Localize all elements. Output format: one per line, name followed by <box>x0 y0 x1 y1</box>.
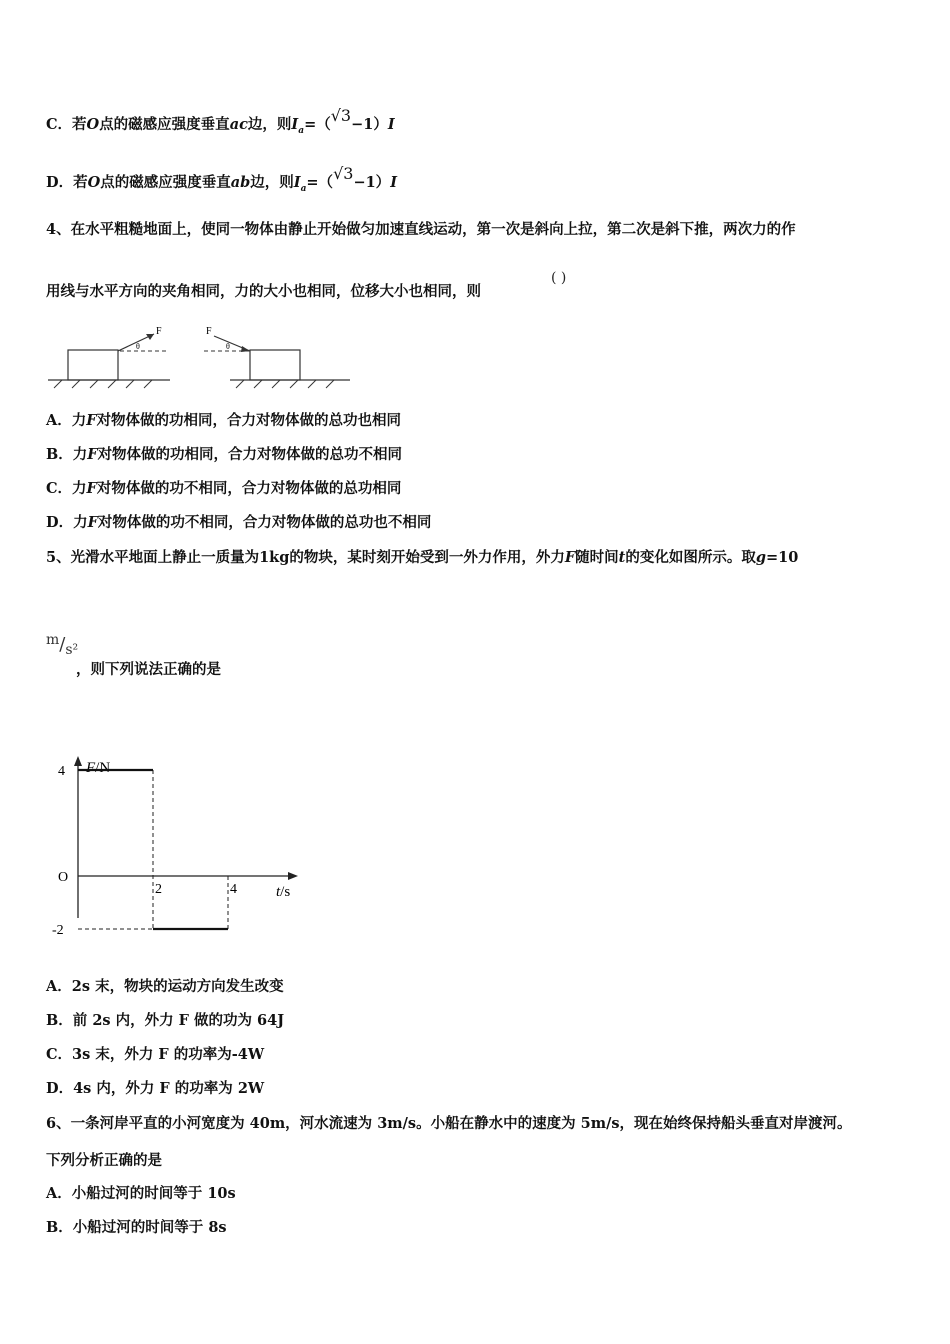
option-text: 对物体做的功不相同，合力对物体做的总功也不相同 <box>97 514 432 531</box>
option-label: D． <box>46 174 74 191</box>
q3-option-c: C．若O点的磁感应强度垂直ac边，则$I_a=(√3-1)I$ <box>46 106 395 136</box>
x-tick-label: 4 <box>230 882 237 897</box>
option-text: 3s 末，外力 F 的功率为-4W <box>72 1046 265 1063</box>
block-left <box>68 350 118 380</box>
option-text: 对物体做的功不相同，合力对物体做的总功相同 <box>96 480 402 497</box>
force-label: F <box>156 326 162 337</box>
q6-stem-line1: 6、一条河岸平直的小河宽度为 40m，河水流速为 3m/s。小船在静水中的速度为 5m/s，现在始终保持船头垂直对岸渡河。 <box>46 1115 852 1132</box>
option-b[interactable]: B．力F对物体做的功相同，合力对物体做的总功不相同 <box>46 446 403 463</box>
q5-stem-line1: 5、光滑水平地面上静止一质量为1kg的物块，某时刻开始受到一外力作用，外力F随时间t的变化如图所示。取g=10 <box>46 549 799 566</box>
option-label: C． <box>46 1046 73 1063</box>
force-label: F <box>206 326 212 337</box>
block-right <box>250 350 300 380</box>
option-d[interactable]: D．力F对物体做的功不相同，合力对物体做的总功也不相同 <box>46 514 432 531</box>
option-text: 前 2s 内，外力 F 做的功为 64J <box>72 1012 285 1029</box>
q4-stem-line2: 用线与水平方向的夹角相同，力的大小也相同，位移大小也相同，则 <box>46 283 481 300</box>
option-text: 小船过河的时间等于 8s <box>72 1219 227 1236</box>
angle-label: θ <box>226 342 230 351</box>
y-tick-label: 4 <box>58 764 65 779</box>
ground-hatch <box>54 380 152 388</box>
option-a[interactable]: A．力F对物体做的功相同，合力对物体做的总功也相同 <box>46 412 402 429</box>
option-b[interactable] <box>46 1011 284 1031</box>
option-label: D． <box>46 1080 74 1097</box>
q5-stem-line2: ，则下列说法正确的是 <box>76 661 221 678</box>
option-c[interactable]: C．力F对物体做的功不相同，合力对物体做的总功相同 <box>46 480 402 497</box>
option-label: A． <box>46 412 72 429</box>
option-label: D． <box>46 514 74 531</box>
q3-option-d: D．若O点的磁感应强度垂直ab边，则$I_a=(√3-1)I$ <box>46 164 397 194</box>
option-label: A． <box>46 1185 72 1202</box>
option-label: B． <box>46 1219 73 1236</box>
q4-figure <box>44 322 354 392</box>
option-c[interactable] <box>46 1045 264 1065</box>
option-label: B． <box>46 446 73 463</box>
q4-stem-line1: 4、在水平粗糙地面上，使同一物体由静止开始做匀加速直线运动，第一次是斜向上拉，第二次是斜下推，两次力的作 <box>46 221 796 238</box>
y-axis-label: F/N <box>86 760 111 776</box>
option-d[interactable] <box>46 1079 264 1099</box>
option-text: 对物体做的功相同，合力对物体做的总功也相同 <box>96 412 402 429</box>
y-tick-label: -2 <box>52 923 64 938</box>
option-label: C． <box>46 116 73 133</box>
option-text: 对物体做的功相同，合力对物体做的总功不相同 <box>97 446 403 463</box>
x-tick-label: 2 <box>155 882 162 897</box>
option-label: B． <box>46 1012 73 1029</box>
angle-label: θ <box>136 342 140 351</box>
option-text: 2s 末，物块的运动方向发生改变 <box>71 978 284 995</box>
q5-force-time-chart <box>40 748 310 938</box>
option-text: 小船过河的时间等于 10s <box>71 1185 236 1202</box>
y-tick-label: O <box>58 870 69 885</box>
sqrt-three: √3 <box>330 106 352 125</box>
option-a[interactable] <box>46 977 284 997</box>
option-b[interactable] <box>46 1218 227 1238</box>
q6-stem-line2: 下列分析正确的是 <box>46 1152 162 1169</box>
sqrt-three: √3 <box>333 164 354 183</box>
option-label: C． <box>46 480 73 497</box>
option-a[interactable] <box>46 1184 236 1204</box>
option-label: A． <box>46 978 72 995</box>
x-axis-label: t/s <box>276 884 291 900</box>
x-axis-arrow <box>288 872 298 880</box>
y-axis-arrow <box>74 756 82 766</box>
answer-blank: ( ) <box>551 270 567 286</box>
option-text: 4s 内，外力 F 的功率为 2W <box>73 1080 265 1097</box>
unit-fraction: m/s² <box>46 632 79 658</box>
